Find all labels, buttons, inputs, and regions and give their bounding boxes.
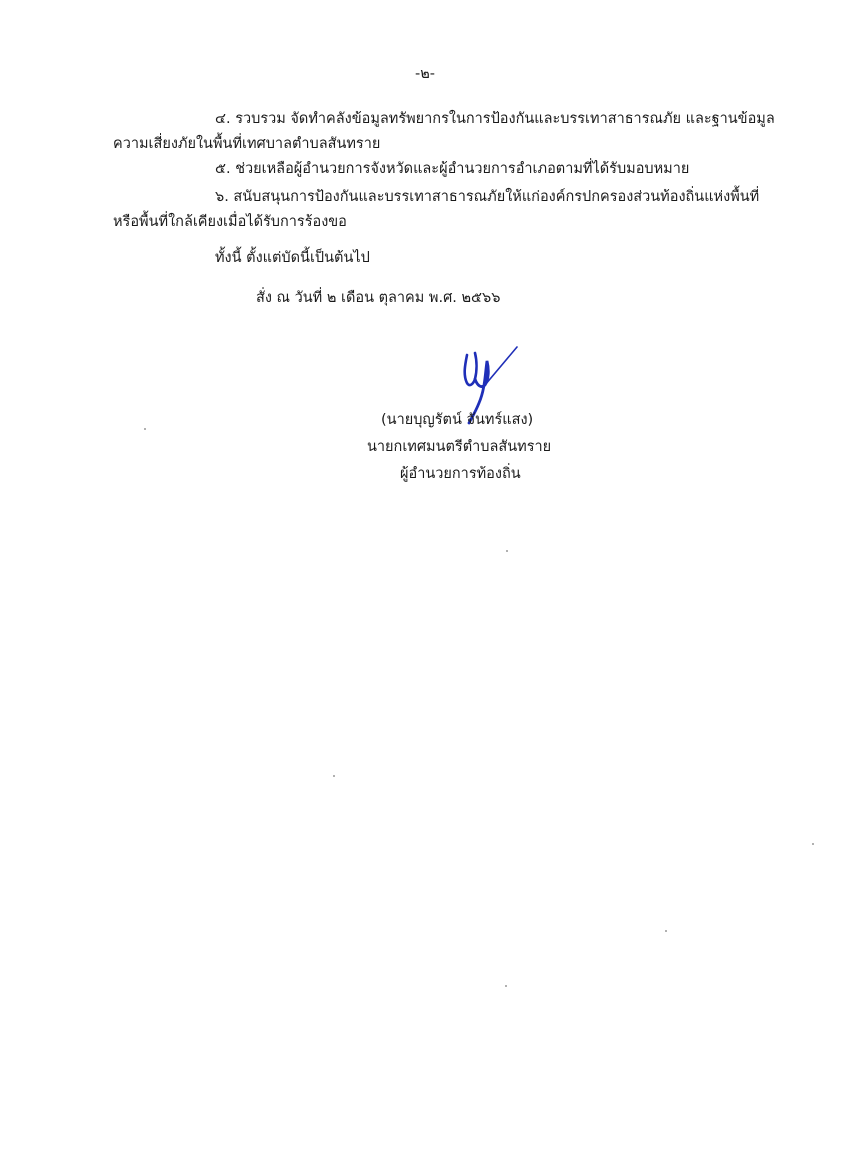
signer-role: ผู้อำนวยการท้องถิ่น xyxy=(400,466,521,482)
item-6-line-2: หรือพื้นที่ใกล้เคียงเมื่อได้รับการร้องขอ xyxy=(113,214,347,230)
signer-title: นายกเทศมนตรีตำบลสันทราย xyxy=(367,439,552,455)
order-date: สั่ง ณ วันที่ ๒ เดือน ตุลาคม พ.ศ. ๒๕๖๖ xyxy=(256,290,501,306)
scan-speck xyxy=(333,775,335,777)
effective-statement: ทั้งนี้ ตั้งแต่บัดนี้เป็นต้นไป xyxy=(215,250,370,266)
scan-speck xyxy=(505,985,507,987)
scan-speck xyxy=(812,843,814,845)
scan-speck xyxy=(144,428,146,430)
scan-speck xyxy=(506,550,508,552)
scan-speck xyxy=(665,930,667,932)
page-number: -๒- xyxy=(414,66,436,82)
signer-name: (นายบุญรัตน์ จันทร์แสง) xyxy=(381,412,534,428)
item-4-line-2: ความเสี่ยงภัยในพื้นที่เทศบาลตำบลสันทราย xyxy=(113,136,381,152)
item-6-line-1: ๖. สนับสนุนการป้องกันและบรรเทาสาธารณภัยให้แก่องค์กรปกครองส่วนท้องถิ่นแห่งพื้นที่ xyxy=(215,189,760,205)
item-4-line-1: ๔. รวบรวม จัดทำคลังข้อมูลทรัพยากรในการป้องกันและบรรเทาสาธารณภัย และฐานข้อมูล xyxy=(215,111,775,127)
item-5: ๕. ช่วยเหลือผู้อำนวยการจังหวัดและผู้อำนวยการอำเภอตามที่ได้รับมอบหมาย xyxy=(215,161,690,177)
